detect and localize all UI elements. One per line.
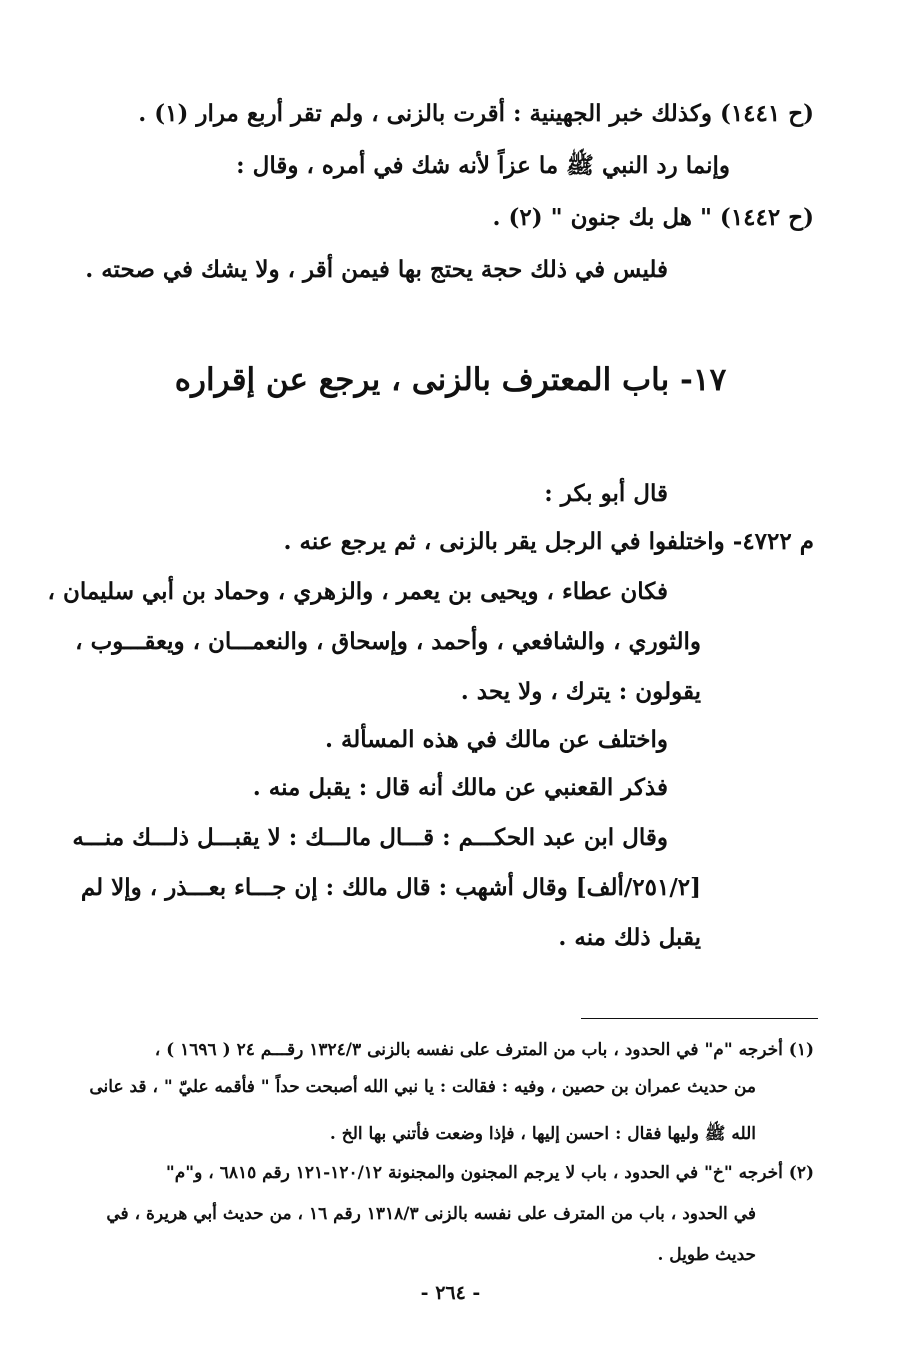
footnote-line: حديث طويل . [657, 1245, 756, 1265]
issue-4722-line: م ٤٧٢٢- واختلفوا في الرجل يقر بالزنى ، ثم يرجع عنه . [283, 528, 814, 555]
footnote-1-line: (١) أخرجه "م" في الحدود ، باب من المترف على نفسه بالزنى ١٣٢٤/٣ رقـــم ٢٤ ( ١٦٩٦ ) ، [154, 1040, 814, 1060]
footnote-line: الله ﷺ وليها فقال : احسن إليها ، فإذا وضعت فأتني بها الخ . [329, 1124, 756, 1144]
hadith-1441-line: (ح ١٤٤١) وكذلك خبر الجهينية : أقرت بالزنى ، ولم تقر أربع مرار (١) . [138, 100, 814, 127]
footnote-2-line: (٢) أخرجه "خ" في الحدود ، باب لا يرجم المجنون والمجنونة ١٢٠/١٢-١٢١ رقم ٦٨١٥ ، و"م" [165, 1163, 814, 1183]
hadith-1442-line: (ح ١٤٤٢) " هل بك جنون " (٢) . [492, 204, 814, 231]
text-line: فكان عطاء ، ويحيى بن يعمر ، والزهري ، وحماد بن أبي سليمان ، [47, 578, 668, 605]
text-line: وقال ابن عبد الحكـــم : قـــال مالـــك : لا يقبـــل ذلـــك منـــه [72, 824, 668, 851]
chapter-title: ١٧- باب المعترف بالزنى ، يرجع عن إقراره [174, 362, 727, 398]
text-line: واختلف عن مالك في هذه المسألة . [324, 726, 668, 753]
text-line: والثوري ، والشافعي ، وأحمد ، وإسحاق ، والنعمـــان ، ويعقـــوب ، [75, 628, 701, 655]
text-line: وإنما رد النبي ﷺ ما عزاً لأنه شك في أمره ، وقال : [236, 152, 730, 179]
footnote-line: من حديث عمران بن حصين ، وفيه : فقالت : يا نبي الله أصبحت حداً " فأقمه عليّ " ، قد عانى [89, 1077, 756, 1097]
text-line: يقبل ذلك منه . [558, 924, 701, 951]
footnote-divider [581, 1018, 818, 1019]
text-line: يقولون : يترك ، ولا يحد . [460, 678, 701, 705]
text-line: فليس في ذلك حجة يحتج بها فيمن أقر ، ولا يشك في صحته . [85, 256, 668, 283]
footnote-line: في الحدود ، باب من المترف على نفسه بالزنى ١٣١٨/٣ رقم ١٦ ، من حديث أبي هريرة ، في [106, 1204, 756, 1224]
page-number: - ٢٦٤ - [420, 1282, 481, 1304]
text-line: فذكر القعنبي عن مالك أنه قال : يقبل منه . [252, 774, 668, 801]
speaker-heading: قال أبو بكر : [544, 480, 668, 507]
manuscript-ref-line: [٢٥١/٢/ألف] وقال أشهب : قال مالك : إن جـــاء بعـــذر ، وإلا لم [80, 874, 701, 901]
